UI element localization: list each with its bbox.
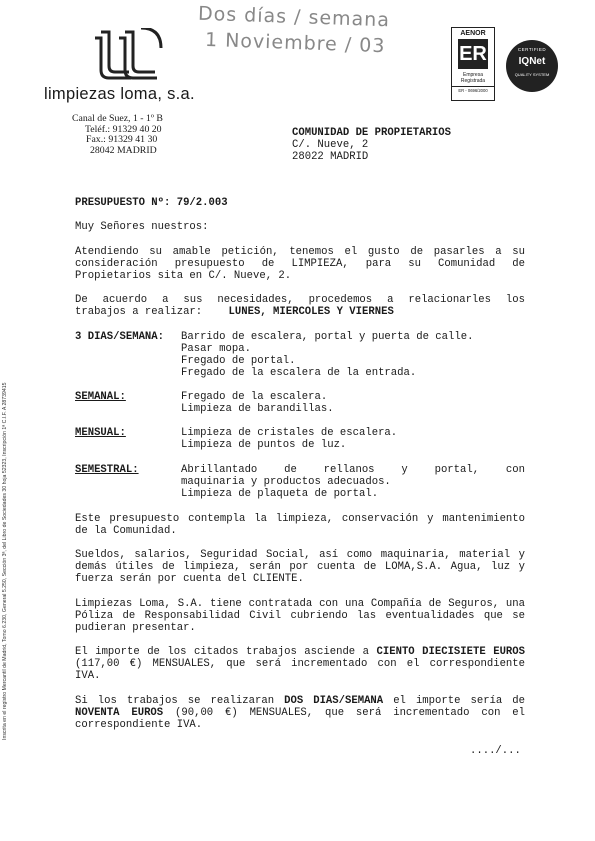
budget-number: 79/2.003 (176, 197, 228, 209)
schedule-label: SEMANAL: (75, 391, 126, 403)
schedule-tasks (181, 427, 397, 451)
aenor-label: AENOR (460, 30, 486, 37)
address-line: Teléf.: 91329 40 20 (85, 123, 162, 135)
aenor-text: Registrada (460, 78, 486, 84)
intro-paragraph: Atendiendo su amable petición, tenemos el gusto de pasarles a su consideración presupuesto de LIMPIEZA, para su Comunidad de Propietarios sita en C/. Nueve, 2. (75, 246, 525, 282)
aenor-code: ER - 0696/2000 (452, 86, 494, 93)
company-logo (95, 28, 165, 80)
company-address (72, 114, 163, 156)
work-days: LUNES, MIERCOLES Y VIERNES (228, 306, 394, 318)
alt-price-paragraph (75, 695, 525, 731)
alt-amount-words: NOVENTA EUROS (75, 707, 164, 719)
insurance-paragraph: Limpiezas Loma, S.A. tiene contratada con una Compañía de Seguros, una Póliza de Responsabilidad Civil cubriendo las eventualidades que se pudieran presentar. (75, 598, 525, 634)
price-paragraph (75, 646, 525, 682)
recipient-line3: 28022 MADRID (292, 151, 369, 163)
greeting: Muy Señores nuestros: (75, 221, 209, 233)
handwritten-note-line1: Dos días / semana (197, 2, 391, 32)
schedule-label: MENSUAL: (75, 427, 126, 439)
scope-paragraph: Este presupuesto contempla la limpieza, conservación y mantenimiento de la Comunidad. (75, 513, 525, 537)
iqnet-ring-bottom: QUALITY SYSTEM (514, 72, 550, 77)
iqnet-ring-top: CERTIFIED (517, 47, 547, 52)
needs-paragraph (75, 294, 525, 318)
price-text: MENSUALES, que será incrementado con el correspondiente IVA. (75, 658, 526, 682)
address-line: 28042 MADRID (90, 144, 157, 156)
schedule-label: SEMESTRAL: (75, 464, 139, 476)
iqnet-certification-badge (506, 40, 558, 92)
task-item: Limpieza de puntos de luz. (181, 439, 347, 451)
needs-line2 (75, 306, 525, 318)
schedule-label: 3 DIAS/SEMANA: (75, 331, 165, 343)
task-item: Limpieza de plaqueta de portal. (181, 488, 379, 500)
aenor-certification-badge (451, 27, 495, 101)
budget-label: PRESUPUESTO Nº: (75, 197, 171, 209)
needs-line1: De acuerdo a sus necesidades, procedemos a relacionarles los (75, 294, 525, 306)
recipient-block (292, 127, 451, 163)
price-amount-number: (117,00 €) (75, 658, 153, 670)
schedule-tasks (181, 391, 334, 415)
alt-text: Si los trabajos se realizaran (75, 695, 285, 707)
task-item: Abrillantado de rellanos y portal, con (181, 464, 525, 476)
alt-text: el importe sería de (383, 695, 526, 707)
price-text: El importe de los citados trabajos asciende a (75, 646, 377, 658)
registry-note: Inscrita en el registro Mercantil de Madrid, Tomo 6.230, General 5.250, Sección 3ª, del Libro de Sociedades 30 hoja 52323, Inscripción 1ª C.I.F. A 28739415 (2, 382, 8, 740)
budget-heading (75, 197, 228, 209)
needs-text: trabajos a realizar: (75, 306, 203, 318)
task-item: Fregado de portal. (181, 355, 296, 367)
task-item: maquinaria y productos adecuados. (181, 476, 391, 488)
alt-frequency: DOS DIAS/SEMANA (284, 695, 384, 707)
schedule-tasks (181, 331, 473, 379)
costs-paragraph: Sueldos, salarios, Seguridad Social, así como maquinaria, material y demás útiles de limpieza, serán por cuenta de LOMA,S.A. Agua, luz y fuerza serán por cuenta del CLIENTE. (75, 549, 525, 585)
task-item: Pasar mopa. (181, 343, 251, 355)
recipient-line2: C/. Nueve, 2 (292, 139, 369, 151)
task-item: Limpieza de cristales de escalera. (181, 427, 398, 439)
task-item: Fregado de la escalera de la entrada. (181, 367, 417, 379)
continued-marker: ..../... (470, 745, 521, 757)
er-logo-icon: ER (458, 39, 488, 69)
handwritten-note-line2: 1 Noviembre / 03 (204, 28, 386, 58)
task-item: Fregado de la escalera. (181, 391, 328, 403)
recipient-line1: COMUNIDAD DE PROPIETARIOS (292, 127, 451, 139)
address-line: Canal de Suez, 1 - 1º B (72, 113, 163, 124)
alt-amount-number: (90,00 €) (163, 707, 250, 719)
alt-text: MENSUALES, que será incrementado con el correspondiente IVA. (75, 707, 525, 731)
aenor-text: Empresa (462, 72, 483, 78)
iqnet-label: IQNet (518, 56, 546, 67)
price-amount-words: CIENTO DIECISIETE EUROS (376, 646, 526, 658)
schedule-tasks (181, 464, 525, 500)
address-line: Fax.: 91329 41 30 (86, 134, 158, 146)
task-item: Barrido de escalera, portal y puerta de calle. (181, 331, 474, 343)
company-name: limpiezas loma, s.a. (44, 85, 195, 103)
task-item: Limpieza de barandillas. (181, 403, 334, 415)
